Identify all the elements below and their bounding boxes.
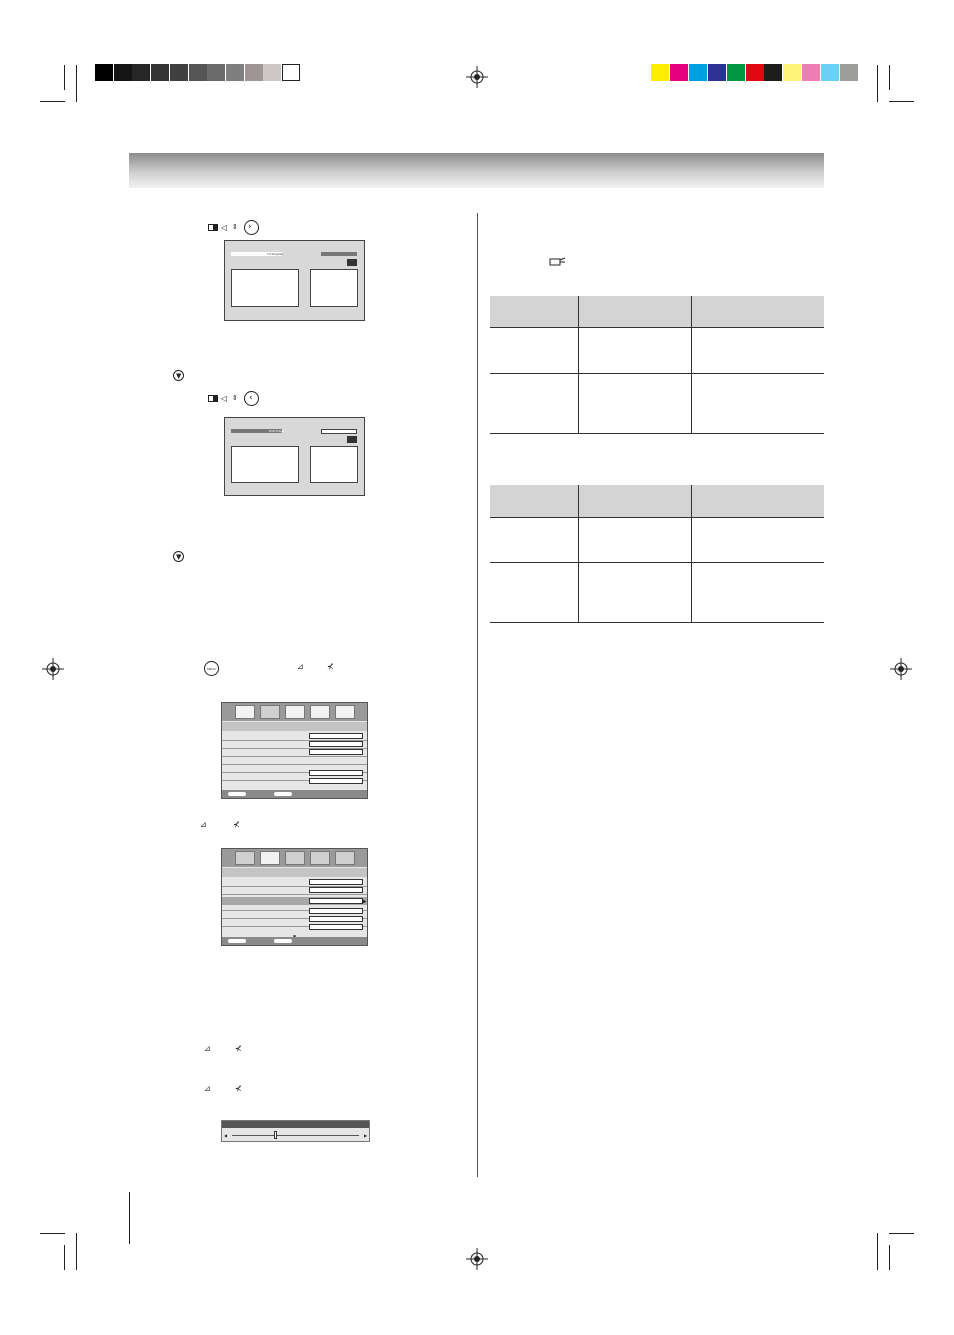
gray-swatch bbox=[132, 64, 150, 81]
speaker-icon: ◁ bbox=[221, 394, 228, 403]
osd-bar-label: DVD Player bbox=[269, 429, 285, 433]
timer-tab-icon[interactable] bbox=[310, 705, 330, 719]
page-edge-line bbox=[129, 1192, 130, 1244]
color-swatch bbox=[746, 64, 764, 81]
osd-main-window bbox=[231, 269, 299, 307]
menu-value-box[interactable] bbox=[309, 908, 363, 914]
updown-icon: ⇕ bbox=[232, 223, 238, 231]
menu-value-box[interactable] bbox=[309, 741, 363, 747]
osd-side-bar bbox=[321, 252, 357, 256]
menu-button[interactable]: MENU bbox=[204, 661, 219, 676]
slider-track bbox=[232, 1135, 359, 1136]
menu-tab-bar bbox=[222, 849, 367, 867]
options-tab-icon[interactable] bbox=[335, 705, 355, 719]
menu-value-box[interactable] bbox=[309, 924, 363, 930]
setup-tab-icon[interactable] bbox=[285, 705, 305, 719]
gray-swatch bbox=[282, 64, 300, 81]
menu-title-bar bbox=[222, 722, 367, 731]
volume-up-icon: ⊀ bbox=[327, 662, 334, 671]
column-divider bbox=[477, 213, 478, 1177]
slider-right-arrow-icon[interactable]: ▶ bbox=[364, 1133, 368, 1138]
volume-up-icon: ⊀ bbox=[233, 820, 240, 829]
menu-value-box[interactable] bbox=[309, 733, 363, 739]
right-arrow-button[interactable]: › bbox=[244, 220, 259, 235]
osd-main-window bbox=[231, 446, 299, 483]
color-swatch bbox=[670, 64, 688, 81]
down-arrow-button[interactable]: ▼ bbox=[173, 551, 184, 562]
left-arrow-button[interactable]: ‹ bbox=[244, 391, 259, 406]
volume-up-icon: ⊀ bbox=[235, 1084, 242, 1093]
color-swatch bbox=[783, 64, 801, 81]
color-swatch bbox=[764, 64, 782, 81]
color-swatch bbox=[689, 64, 707, 81]
adjustment-slider[interactable] bbox=[221, 1120, 370, 1142]
slider-left-arrow-icon[interactable]: ◀ bbox=[224, 1133, 228, 1138]
volume-up-icon: ⊀ bbox=[235, 1044, 242, 1053]
registration-mark-top bbox=[466, 66, 488, 88]
menu-value-box[interactable] bbox=[309, 778, 363, 784]
menu-footer bbox=[222, 937, 367, 945]
registration-mark-right bbox=[890, 658, 912, 680]
audio-tab-icon[interactable] bbox=[260, 851, 280, 865]
osd-audio-icon bbox=[347, 259, 357, 266]
menu-screen-2 bbox=[221, 848, 368, 946]
osd-bar-label: TV Program bbox=[267, 252, 284, 256]
color-swatch bbox=[802, 64, 820, 81]
updown-icon: ⇕ bbox=[232, 394, 238, 402]
menu-value-box[interactable] bbox=[309, 916, 363, 922]
menu-footer bbox=[222, 790, 367, 798]
picture-tab-icon[interactable] bbox=[235, 851, 255, 865]
gray-swatch bbox=[226, 64, 244, 81]
osd-side-bar bbox=[321, 429, 357, 434]
menu-value-box[interactable] bbox=[309, 898, 363, 904]
registration-mark-bottom bbox=[466, 1248, 488, 1270]
slider-thumb[interactable] bbox=[274, 1131, 277, 1139]
options-tab-icon[interactable] bbox=[335, 851, 355, 865]
osd-sub-window bbox=[310, 269, 358, 307]
gray-swatch bbox=[151, 64, 169, 81]
gray-swatch bbox=[263, 64, 281, 81]
osd-audio-icon bbox=[347, 436, 357, 443]
picture-tab-icon[interactable] bbox=[235, 705, 255, 719]
audio-tab-icon[interactable] bbox=[260, 705, 280, 719]
menu-title-bar bbox=[222, 868, 367, 877]
color-swatch bbox=[821, 64, 839, 81]
reference-hand-icon bbox=[549, 254, 566, 264]
osd-screen-1 bbox=[224, 240, 365, 321]
osd-screen-2 bbox=[224, 417, 365, 496]
color-swatch bbox=[651, 64, 669, 81]
color-swatch bbox=[727, 64, 745, 81]
gray-swatch bbox=[189, 64, 207, 81]
menu-tab-bar bbox=[222, 703, 367, 721]
color-swatch bbox=[840, 64, 858, 81]
menu-value-box[interactable] bbox=[309, 887, 363, 893]
table-header bbox=[490, 485, 824, 517]
header-band bbox=[129, 153, 824, 188]
color-swatch bbox=[708, 64, 726, 81]
gray-swatch bbox=[170, 64, 188, 81]
menu-value-box[interactable] bbox=[309, 770, 363, 776]
table-header bbox=[490, 296, 824, 327]
gray-swatch bbox=[207, 64, 225, 81]
gray-swatch bbox=[95, 64, 113, 81]
menu-screen-1 bbox=[221, 702, 368, 799]
osd-sub-window bbox=[310, 446, 358, 483]
picture-icon bbox=[208, 395, 218, 402]
volume-down-icon: ⊿ bbox=[204, 1084, 211, 1093]
gray-swatch bbox=[245, 64, 263, 81]
volume-down-icon: ⊿ bbox=[204, 1044, 211, 1053]
right-arrow-icon: ▶ bbox=[362, 898, 367, 905]
down-arrow-button[interactable]: ▼ bbox=[173, 370, 184, 381]
setup-tab-icon[interactable] bbox=[285, 851, 305, 865]
osd-source-bar bbox=[231, 429, 285, 433]
speaker-icon: ◁ bbox=[221, 223, 228, 232]
volume-down-icon: ⊿ bbox=[297, 662, 304, 671]
registration-mark-left bbox=[42, 658, 64, 680]
menu-value-box[interactable] bbox=[309, 879, 363, 885]
volume-down-icon: ⊿ bbox=[200, 820, 207, 829]
picture-icon bbox=[208, 224, 218, 231]
menu-value-box[interactable] bbox=[309, 749, 363, 755]
slider-title-bar bbox=[222, 1121, 369, 1128]
osd-source-bar bbox=[231, 252, 282, 256]
timer-tab-icon[interactable] bbox=[310, 851, 330, 865]
gray-swatch bbox=[114, 64, 132, 81]
